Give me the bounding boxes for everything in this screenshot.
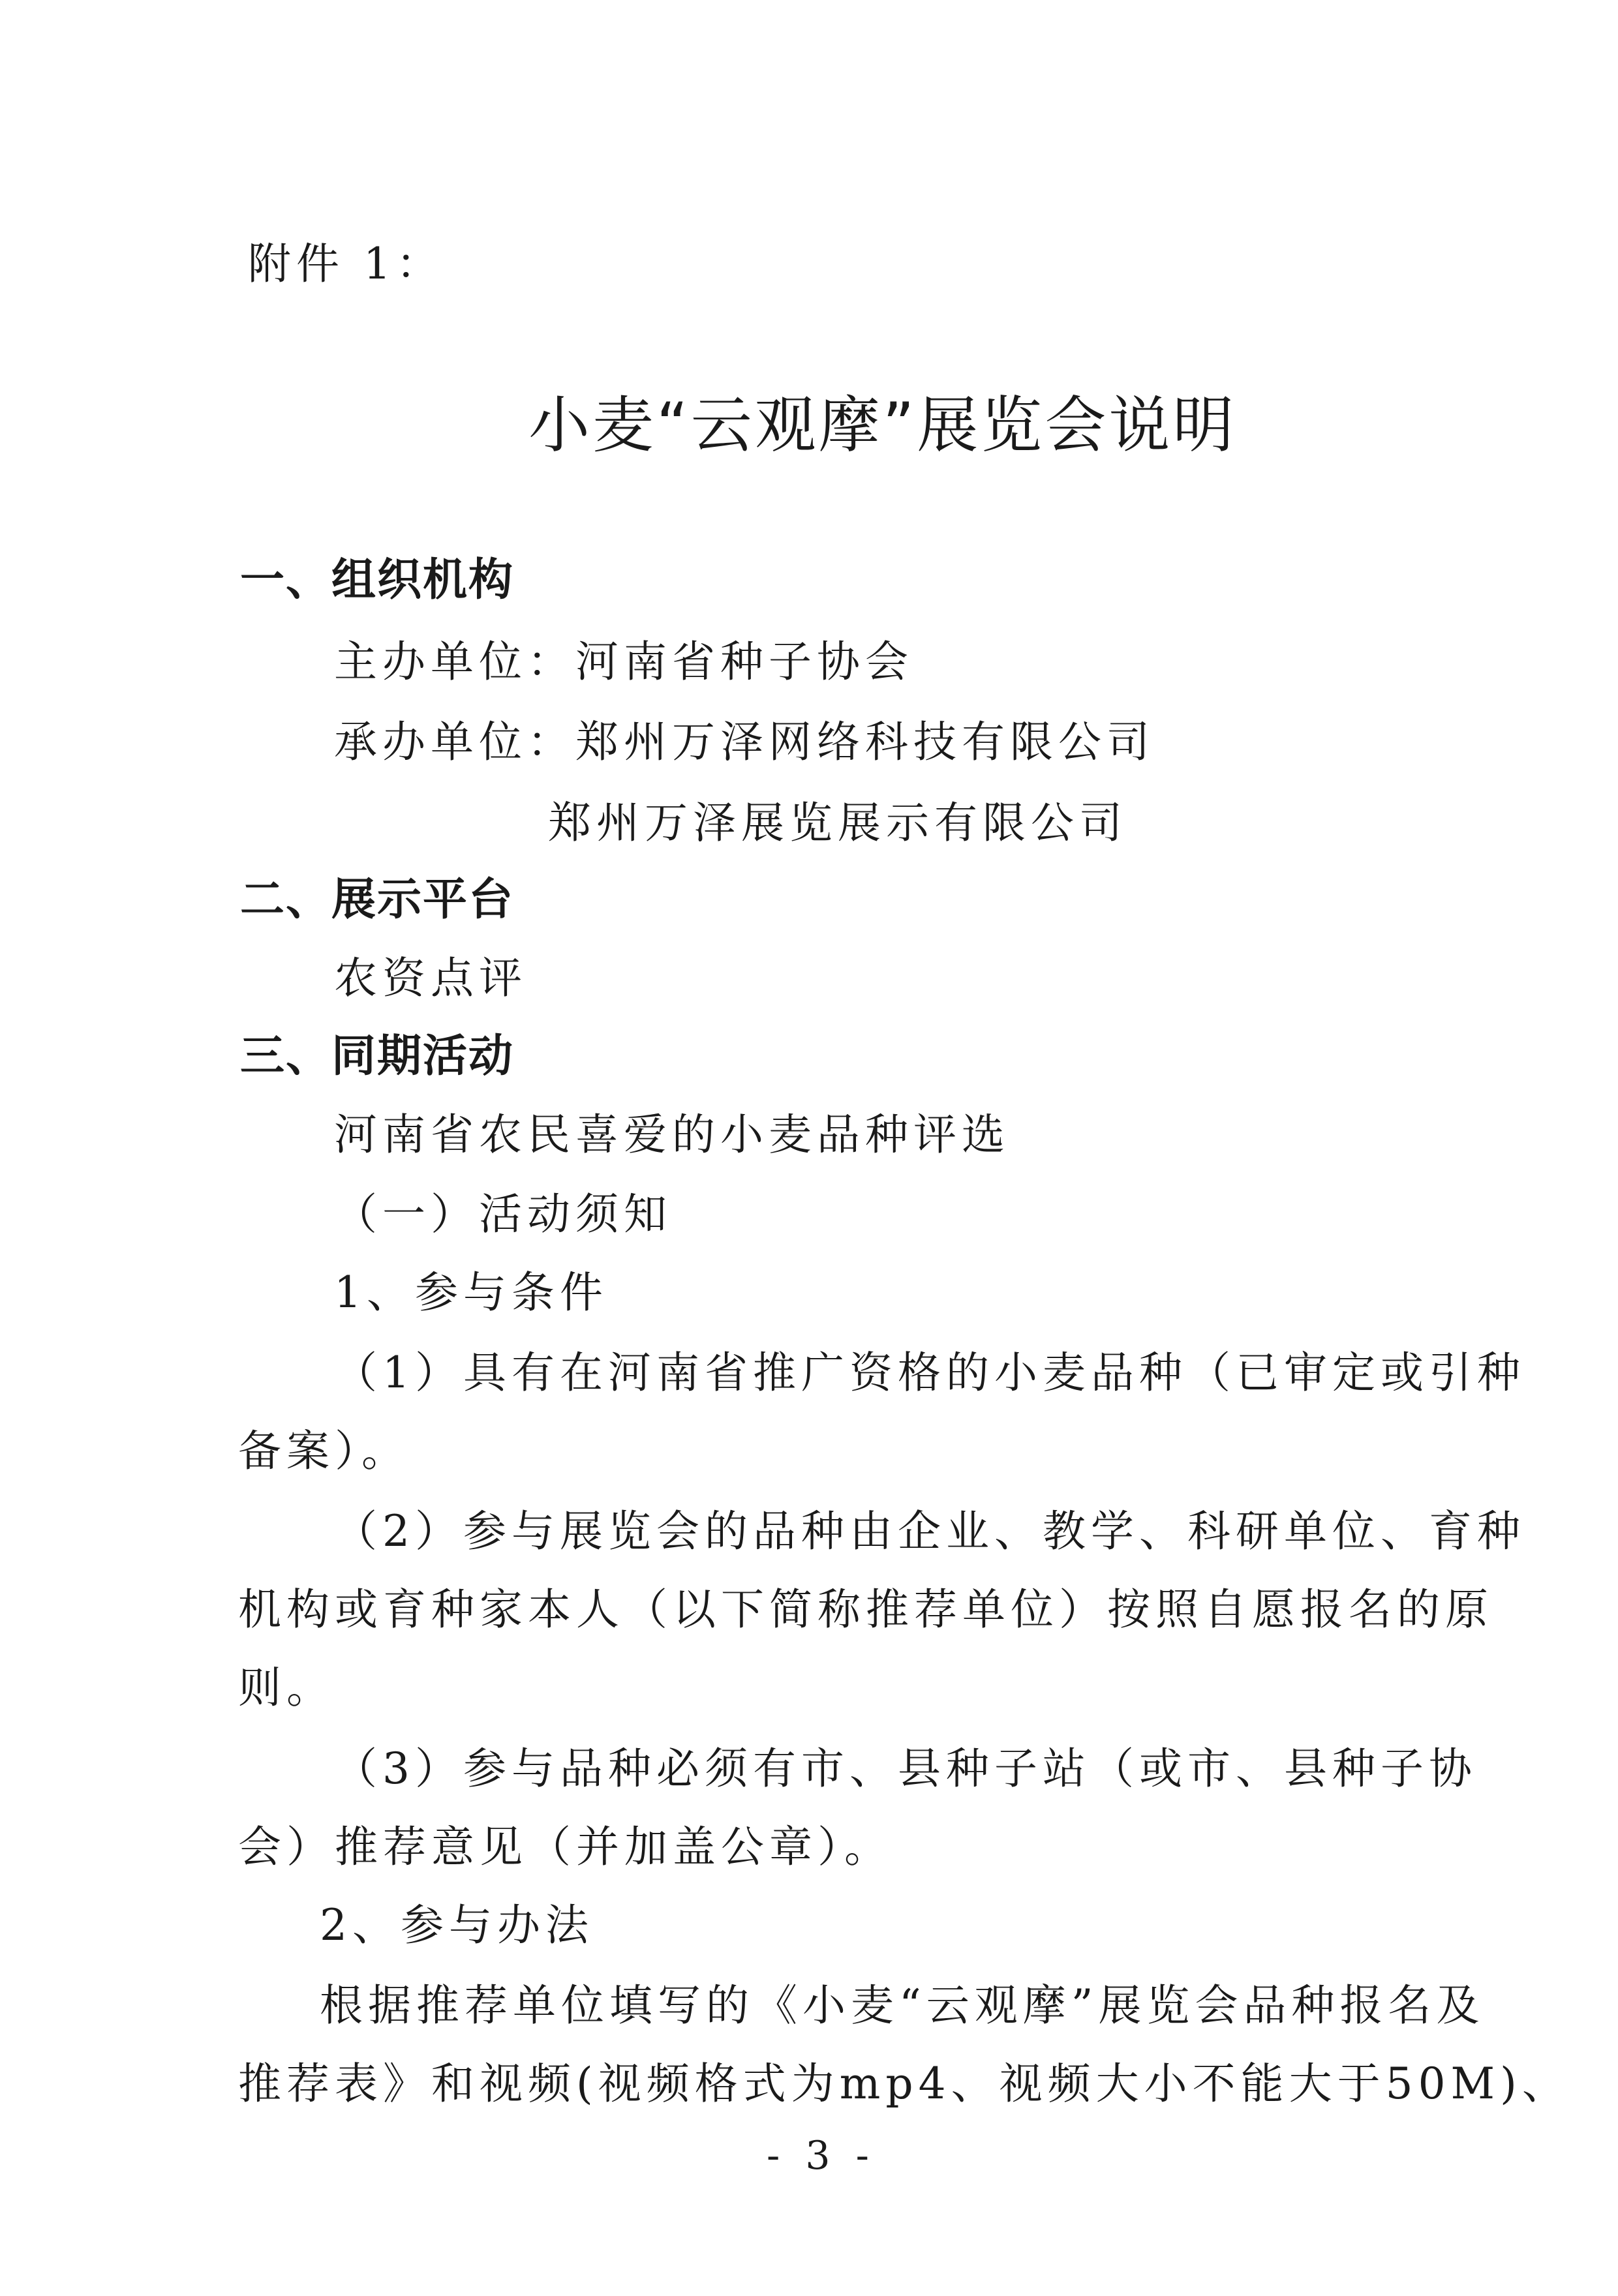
- platform-name: 农资点评: [334, 953, 527, 1003]
- condition2-line3: 则。: [238, 1663, 335, 1713]
- condition2-line1: （2）参与展览会的品种由企业、教学、科研单位、育种: [334, 1506, 1525, 1556]
- organizer-unit-line-2: 郑州万泽展览展示有限公司: [548, 798, 1127, 848]
- condition3-line1: （3）参与品种必须有市、县种子站（或市、县种子协: [334, 1744, 1477, 1794]
- method-line2: 推荐表》和视频(视频格式为mp4、视频大小不能大于50M)、: [238, 2059, 1570, 2109]
- section-heading-activities: 三、同期活动: [240, 1031, 515, 1082]
- item1-title: 1、参与条件: [334, 1267, 608, 1318]
- condition2-line2: 机构或育种家本人（以下简称推荐单位）按照自愿报名的原: [238, 1584, 1493, 1635]
- condition1-line2: 备案）。: [238, 1426, 410, 1476]
- section-heading-org: 一、组织机构: [240, 554, 515, 606]
- condition3-line2: 会）推荐意见（并加盖公章）。: [238, 1822, 893, 1872]
- organizer-unit-line-1: 承办单位：郑州万泽网络科技有限公司: [334, 717, 1155, 767]
- event-name: 河南省农民喜爱的小麦品种评选: [334, 1110, 1010, 1160]
- activity-subheading: （一）活动须知: [334, 1189, 672, 1239]
- page-number: - 3 -: [767, 2133, 876, 2179]
- attachment-label: 附件 1：: [248, 239, 444, 289]
- item2-title: 2、参与办法: [320, 1900, 594, 1950]
- document-title: 小麦“云观摩”展览会说明: [528, 390, 1237, 461]
- condition1-line1: （1）具有在河南省推广资格的小麦品种（已审定或引种: [334, 1348, 1525, 1398]
- host-unit-line: 主办单位：河南省种子协会: [334, 637, 913, 687]
- method-line1: 根据推荐单位填写的《小麦“云观摩”展览会品种报名及: [320, 1980, 1485, 2031]
- section-heading-platform: 二、展示平台: [240, 874, 515, 926]
